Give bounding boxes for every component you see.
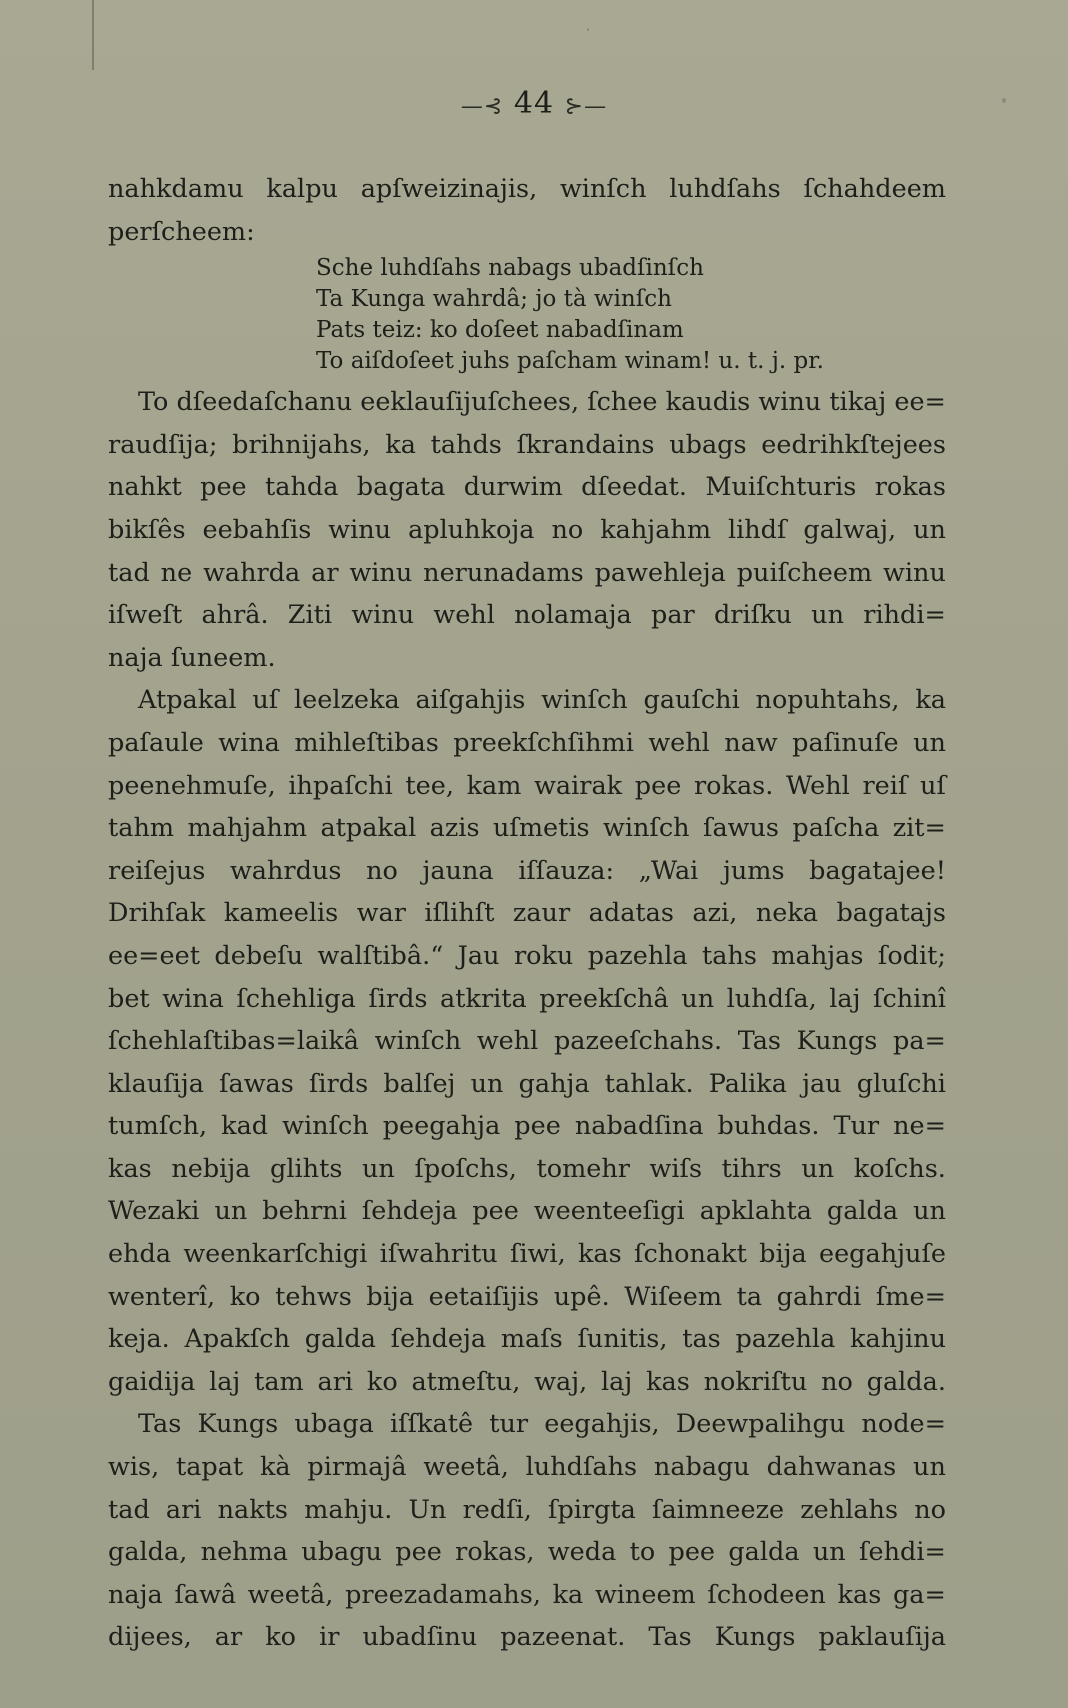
paragraph-1 — [108, 381, 946, 679]
paper-spot — [587, 28, 589, 31]
text-line: wis, tapat kà pirmajâ weetâ, luhdſahs nabagu dahwanas un — [108, 1452, 946, 1483]
header-ornament-right: ⊱— — [564, 94, 608, 119]
text-line: dijees, ar ko ir ubadſinu pazeenat. Tas Kungs paklauſija — [108, 1622, 946, 1653]
text-line: raudſija; brihnijahs, ka tahds ſkrandains ubags eedrihkſtejees — [108, 429, 946, 460]
paragraph-2 — [108, 679, 946, 1403]
text-line: ehda weenkarſchigi iſwahritu ſiwi, kas ſchonakt bija eegahjuſe — [108, 1239, 946, 1270]
text-line: ſchehlaſtibas=laikâ winſch wehl pazeeſchahs. Tas Kungs pa= — [108, 1026, 946, 1057]
paragraph-3 — [108, 1403, 946, 1659]
header-ornament-left: —⊰ — [460, 94, 504, 119]
text-line: Tas Kungs ubaga iſſkatê tur eegahjis, Deewpalihgu node= — [138, 1409, 946, 1440]
text-line: tumſch, kad winſch peegahja pee nabadſina buhdas. Tur ne= — [108, 1111, 946, 1142]
text-line: gaidija laj tam ari ko atmeſtu, waj, laj kas nokriſtu no galda. — [108, 1366, 946, 1397]
text-line: tahm mahjahm atpakal azis uſmetis winſch ſawus paſcha zit= — [108, 813, 946, 844]
text-line: wenterî, ko tehws bija eetaiſijis upê. Wiſeem ta gahrdi ſme= — [108, 1281, 946, 1312]
text-line: bet wina ſchehliga ſirds atkrita preekſchâ un luhdſa, laj ſchinî — [108, 983, 946, 1014]
text-line: nahkt pee tahda bagata durwim dſeedat. Muiſchturis rokas — [108, 472, 946, 503]
text-line: naja ſawâ weetâ, preezadamahs, ka wineem ſchodeen kas ga= — [108, 1579, 946, 1610]
text-line: klauſija ſawas ſirds balſej un gahja tahlak. Palika jau gluſchi — [108, 1068, 946, 1099]
text-line: peenehmuſe, ihpaſchi tee, kam wairak pee rokas. Wehl reiſ uſ — [108, 770, 946, 801]
page-edge-line — [92, 0, 94, 70]
text-line: kas nebija glihts un ſpoſchs, tomehr wiſs tihrs un koſchs. — [108, 1153, 946, 1184]
text-line: To dſeedaſchanu eeklauſijuſchees, ſchee kaudis winu tikaj ee= — [138, 387, 946, 418]
text-line: iſweſt ahrâ. Ziti winu wehl nolamaja par driſku un rihdi= — [108, 600, 946, 631]
text-line: perſcheem: — [108, 216, 255, 247]
text-line: Atpakal uſ leelzeka aiſgahjis winſch gauſchi nopuhtahs, ka — [138, 685, 946, 716]
text-line: Drihſak kameelis war iſlihſt zaur adatas azi, neka bagatajs — [108, 898, 946, 929]
text-line: naja ſuneem. — [108, 642, 276, 673]
paper-spot — [1002, 98, 1006, 103]
body-text — [108, 168, 946, 1659]
verse-line: Ta Kunga wahrdâ; jo tà winſch — [316, 286, 672, 313]
text-line: reiſejus wahrdus no jauna iſſauza: „Wai jums bagatajee! — [108, 855, 946, 886]
verse-line: Sche luhdſahs nabags ubadſinſch — [316, 255, 704, 282]
text-line: Wezaki un behrni ſehdeja pee weenteeſigi apklahta galda un — [108, 1196, 946, 1227]
text-line: nahkdamu kalpu apſweizinajis, winſch luhdſahs ſchahdeem — [108, 174, 946, 204]
page-number: 44 — [513, 86, 555, 121]
text-line: paſaule wina mihleſtibas preekſchſihmi wehl naw paſinuſe un — [108, 727, 946, 758]
verse-line: To aiſdoſeet juhs paſcham winam! u. t. j. pr. — [316, 348, 824, 375]
text-line: tad ari nakts mahju. Un redſi, ſpirgta ſaimneeze zehlahs no — [108, 1494, 946, 1525]
text-line: tad ne wahrda ar winu nerunadams pawehleja puiſcheem winu — [108, 557, 946, 588]
page-header — [0, 86, 1068, 121]
text-line: keja. Apakſch galda ſehdeja maſs ſunitis, tas pazehla kahjinu — [108, 1324, 946, 1355]
verse-block — [108, 253, 946, 377]
text-line: bikſês eebahſis winu apluhkoja no kahjahm lihdſ galwaj, un — [108, 514, 946, 545]
text-line: ee=eet debeſu walſtibâ.“ Jau roku pazehla tahs mahjas ſodit; — [108, 940, 946, 971]
text-line: galda, nehma ubagu pee rokas, weda to pee galda un ſehdi= — [108, 1537, 946, 1568]
verse-line: Pats teiz: ko doſeet nabadſinam — [316, 317, 684, 344]
